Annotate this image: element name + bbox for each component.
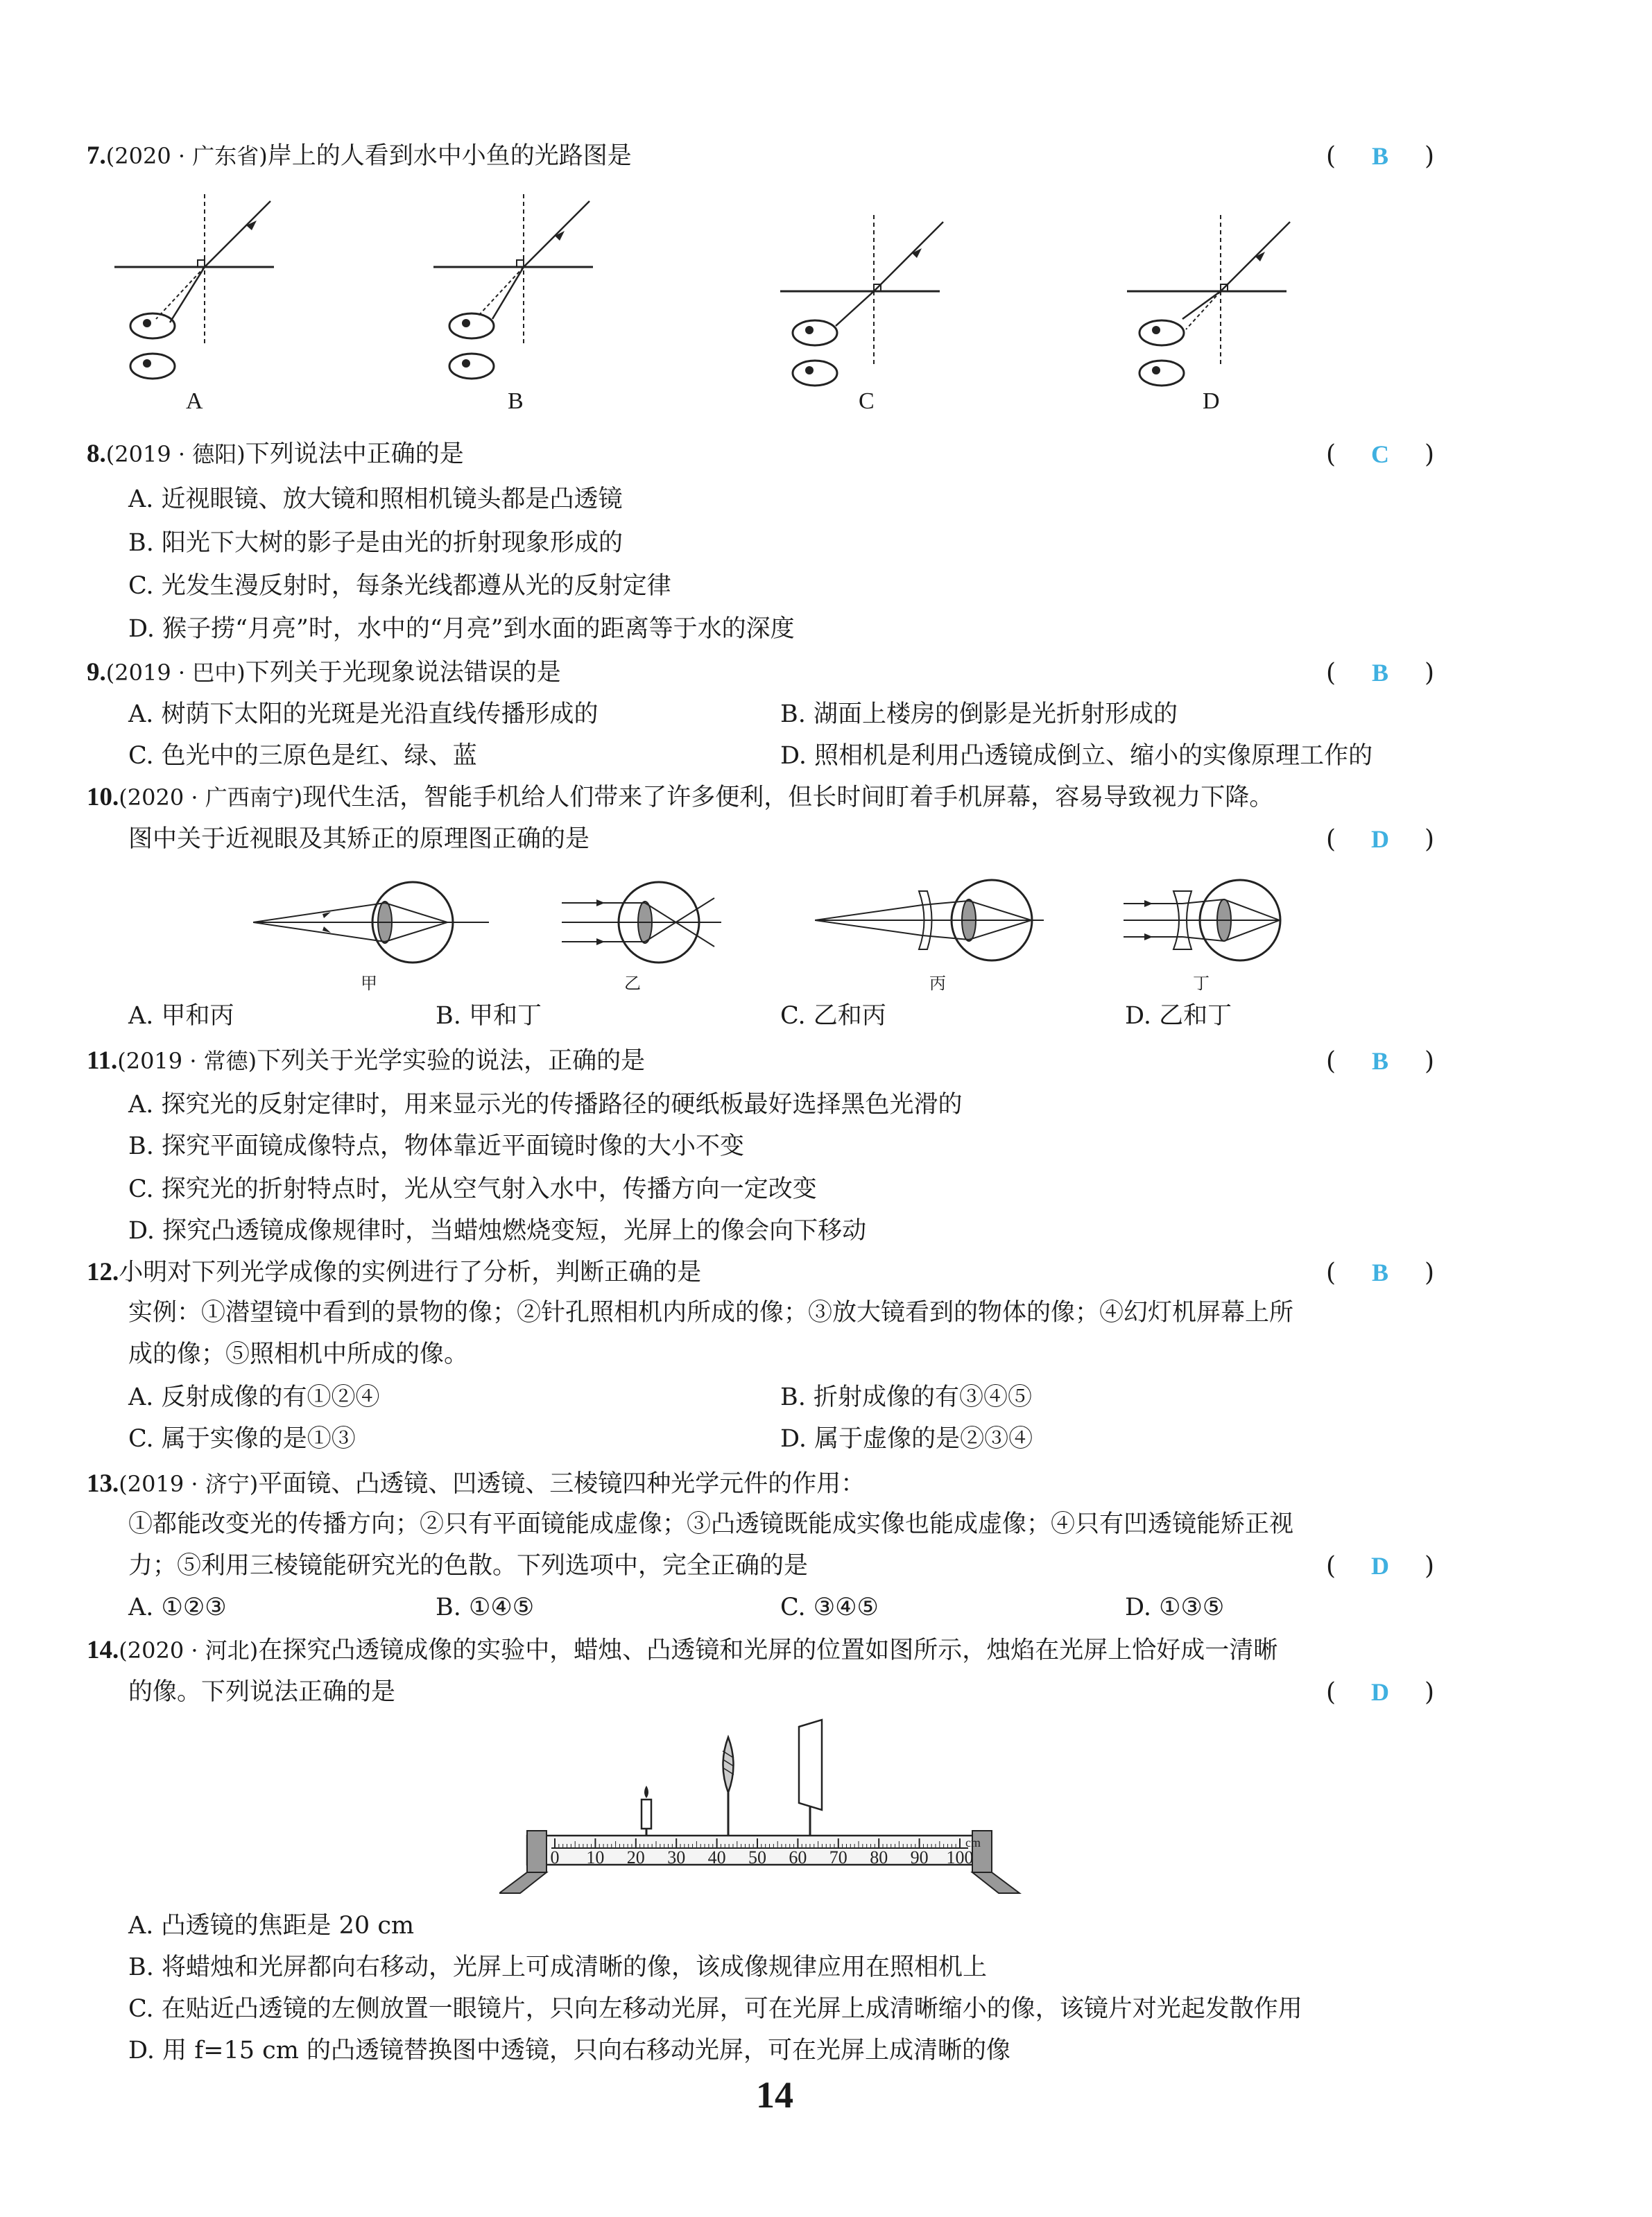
question-stem: 下列关于光现象说法错误的是: [245, 659, 561, 687]
q14-answer: ( D ): [1326, 1675, 1434, 1710]
question-number: 8.: [87, 440, 106, 468]
q12-stem-line: [87, 1255, 701, 1290]
q8-stem-line: [87, 437, 464, 472]
q10-figure-label: 丙: [929, 975, 946, 993]
scale-tick-label: 50: [748, 1847, 766, 1867]
question-source: (2020 · 广东省): [105, 143, 268, 169]
q14-option-b: B. 将蜡烛和光屏都向右移动，光屏上可成清晰的像，该成像规律应用在照相机上: [128, 1953, 987, 1981]
question-number: 14.: [87, 1636, 119, 1664]
q13-option-c: C. ③④⑤: [780, 1594, 879, 1621]
light-screen-icon: [799, 1720, 822, 1843]
q10-figure-label: 乙: [624, 975, 641, 993]
q12-option-a: A. 反射成像的有①②④: [128, 1383, 380, 1411]
q7-figure-label: D: [1203, 388, 1220, 414]
q10-stem-line-2: 图中关于近视眼及其矫正的原理图正确的是: [128, 825, 590, 853]
question-source: (2019 · 常德): [117, 1048, 257, 1074]
q7-answer: ( B ): [1326, 139, 1434, 174]
question-number: 12.: [87, 1258, 119, 1286]
q13-option-d: D. ①③⑤: [1125, 1594, 1225, 1621]
scale-tick-label: 10: [586, 1847, 605, 1867]
q9-answer: ( B ): [1326, 655, 1434, 691]
question-stem: 下列关于光学实验的说法，正确的是: [257, 1047, 646, 1075]
q13-option-b: B. ①④⑤: [436, 1594, 535, 1621]
question-stem: 下列说法中正确的是: [245, 440, 464, 468]
q13-option-a: A. ①②③: [128, 1594, 227, 1621]
question-number: 10.: [87, 783, 119, 811]
q14-stem-line: [87, 1633, 1277, 1668]
answer-letter: D: [1371, 825, 1389, 853]
q10-stem-line: [87, 780, 1273, 815]
q7-figure-b: [423, 194, 603, 395]
answer-letter: B: [1371, 1259, 1388, 1286]
scale-unit: cm: [965, 1836, 981, 1849]
q14-option-c: C. 在贴近凸透镜的左侧放置一眼镜片，只向左移动光屏，可在光屏上成清晰缩小的像，该镜片对光起发散作用: [128, 1995, 1302, 2023]
scale-tick-label: 60: [789, 1847, 807, 1867]
q13-answer: ( D ): [1326, 1549, 1434, 1584]
q9-option-b: B. 湖面上楼房的倒影是光折射形成的: [780, 700, 1178, 728]
q10-figure-label: 丁: [1193, 975, 1210, 993]
answer-letter: B: [1371, 659, 1388, 687]
q12-answer: ( B ): [1326, 1255, 1434, 1291]
q12-option-c: C. 属于实像的是①③: [128, 1425, 356, 1453]
scale-tick-label: 30: [667, 1847, 686, 1867]
q10-figure-jia: [253, 881, 496, 964]
answer-letter: C: [1371, 440, 1389, 468]
q7-figure-label: A: [186, 388, 203, 414]
answer-letter: B: [1371, 1047, 1388, 1075]
question-source: (2019 · 德阳): [105, 441, 246, 467]
answer-letter: D: [1371, 1678, 1389, 1706]
q10-figure-bing: [815, 877, 1051, 964]
q10-figure-yi: [562, 881, 735, 964]
q8-option-c: C. 光发生漫反射时，每条光线都遵从光的反射定律: [128, 572, 671, 600]
q8-option-b: B. 阳光下大树的影子是由光的折射现象形成的: [128, 529, 623, 557]
q10-option-b: B. 甲和丁: [436, 1002, 542, 1030]
question-source: (2020 · 广西南宁): [119, 784, 303, 811]
q10-option-d: D. 乙和丁: [1125, 1002, 1232, 1030]
question-number: 9.: [87, 658, 106, 687]
answer-letter: B: [1371, 142, 1388, 170]
answer-letter: D: [1371, 1552, 1389, 1580]
q7-figure-c: [770, 208, 950, 395]
question-stem: 小明对下列光学成像的实例进行了分析，判断正确的是: [119, 1259, 702, 1286]
q12-option-b: B. 折射成像的有③④⑤: [780, 1383, 1032, 1411]
q7-figure-label: C: [859, 388, 875, 414]
q11-option-d: D. 探究凸透镜成像规律时，当蜡烛燃烧变短，光屏上的像会向下移动: [128, 1217, 867, 1245]
question-stem: 平面镜、凸透镜、凹透镜、三棱镜四种光学元件的作用：: [258, 1470, 866, 1498]
q14-stem-line-2: 的像。下列说法正确的是: [128, 1678, 396, 1706]
q11-option-b: B. 探究平面镜成像特点，物体靠近平面镜时像的大小不变: [128, 1132, 744, 1160]
q12-stem-line-2: 实例：①潜望镜中看到的景物的像；②针孔照相机内所成的像；③放大镜看到的物体的像；④幻灯机屏幕上所: [128, 1299, 1294, 1327]
q13-stem-line: [87, 1467, 865, 1501]
q7-stem-line: [87, 139, 632, 173]
q11-option-a: A. 探究光的反射定律时，用来显示光的传播路径的硬纸板最好选择黑色光滑的: [128, 1091, 963, 1119]
q13-stem-line-2: ①都能改变光的传播方向；②只有平面镜能成虚像；③凸透镜既能成实像也能成虚像；④只有凹透镜能矫正视: [128, 1510, 1294, 1538]
q10-answer: ( D ): [1326, 822, 1434, 857]
question-source: (2020 · 河北): [119, 1637, 259, 1664]
q10-figure-ding: [1124, 877, 1304, 964]
q7-figure-d: [1117, 208, 1297, 395]
scale-tick-label: 20: [626, 1847, 645, 1867]
question-number: 7.: [87, 141, 106, 170]
q9-option-a: A. 树荫下太阳的光斑是光沿直线传播形成的: [128, 700, 599, 728]
scale-tick-label: 100: [946, 1847, 974, 1867]
q9-option-d: D. 照相机是利用凸透镜成倒立、缩小的实像原理工作的: [780, 742, 1373, 770]
q9-stem-line: [87, 655, 561, 690]
scale-tick-label: 80: [870, 1847, 888, 1867]
q14-option-a: A. 凸透镜的焦距是 20 cm: [128, 1912, 415, 1940]
convex-lens-icon: [721, 1737, 735, 1843]
q12-option-d: D. 属于虚像的是②③④: [780, 1425, 1033, 1453]
question-stem: 岸上的人看到水中小鱼的光路图是: [267, 142, 632, 170]
q11-option-c: C. 探究光的折射特点时，光从空气射入水中，传播方向一定改变: [128, 1175, 817, 1203]
scale-tick-label: 70: [829, 1847, 847, 1867]
q8-option-a: A. 近视眼镜、放大镜和照相机镜头都是凸透镜: [128, 485, 623, 513]
question-source: (2019 · 巴中): [105, 659, 246, 686]
question-number: 13.: [87, 1469, 119, 1498]
q7-figure-label: B: [508, 388, 524, 414]
q7-figure-a: [104, 194, 284, 395]
q13-stem-line-3: 力；⑤利用三棱镜能研究光的色散。下列选项中，完全正确的是: [128, 1552, 809, 1580]
q8-option-d: D. 猴子捞“月亮”时，水中的“月亮”到水面的距离等于水的深度: [128, 615, 795, 643]
q10-option-c: C. 乙和丙: [780, 1002, 886, 1030]
q14-optical-bench-figure: [499, 1716, 1054, 1904]
q11-answer: ( B ): [1326, 1044, 1434, 1079]
q11-stem-line: [87, 1044, 645, 1078]
q9-option-c: C. 色光中的三原色是红、绿、蓝: [128, 742, 477, 770]
scale-tick-label: 90: [910, 1847, 929, 1867]
q12-stem-line-3: 成的像；⑤照相机中所成的像。: [128, 1340, 469, 1368]
q14-option-d: D. 用 f=15 cm 的凸透镜替换图中透镜，只向右移动光屏，可在光屏上成清晰的像: [128, 2037, 1011, 2064]
q8-answer: ( C ): [1326, 437, 1434, 472]
candle-icon: [639, 1786, 653, 1843]
q10-option-a: A. 甲和丙: [128, 1002, 234, 1030]
scale-tick-label: 40: [707, 1847, 726, 1867]
question-stem: 现代生活，智能手机给人们带来了许多便利，但长时间盯着手机屏幕，容易导致视力下降。: [302, 784, 1274, 811]
question-source: (2019 · 济宁): [119, 1471, 259, 1497]
question-number: 11.: [87, 1046, 118, 1075]
page-number: 14: [756, 2074, 793, 2116]
q10-figure-label: 甲: [361, 975, 377, 993]
question-stem: 在探究凸透镜成像的实验中，蜡烛、凸透镜和光屏的位置如图所示，烛焰在光屏上恰好成一清晰: [258, 1637, 1278, 1664]
scale-tick-label: 0: [550, 1847, 560, 1867]
